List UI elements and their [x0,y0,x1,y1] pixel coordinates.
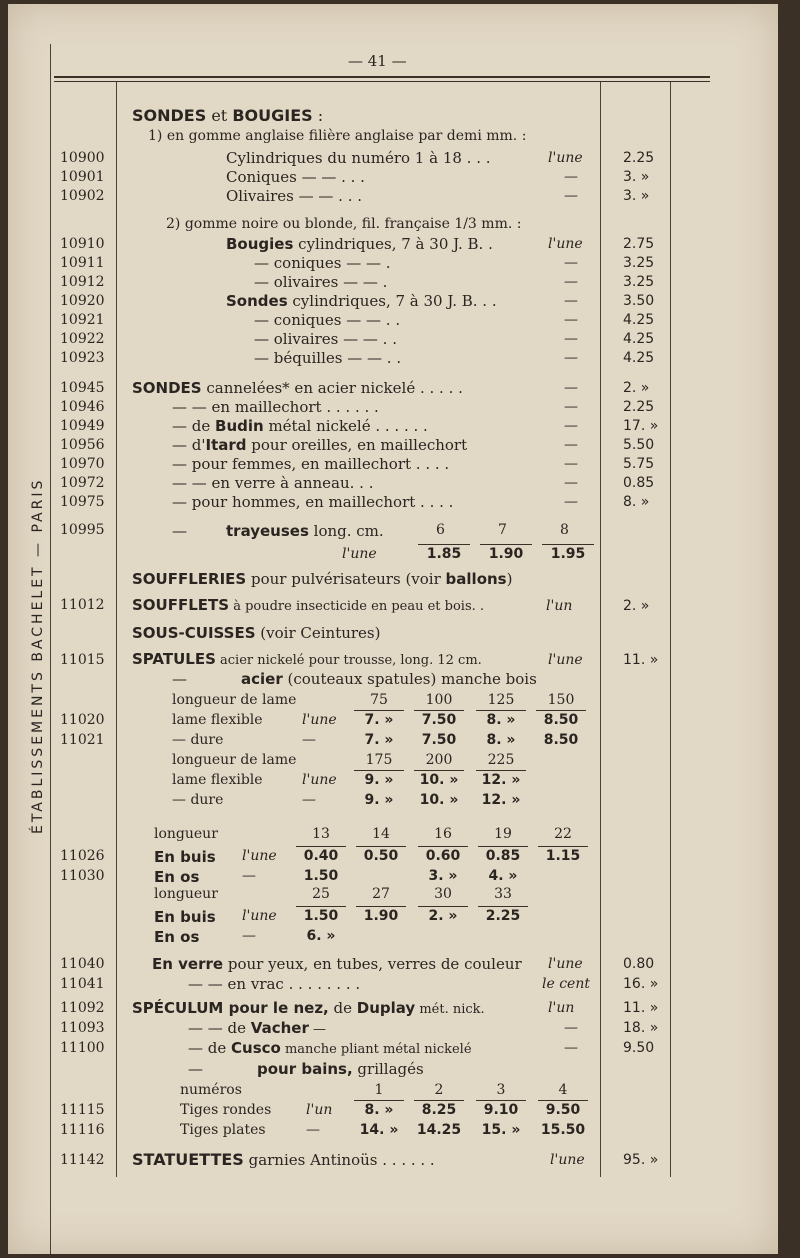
tiges-header-label: numéros [180,1082,242,1098]
trayeuses-unit: l'une [342,546,377,562]
statuettes-text: garnies Antinoüs . . . . . . [243,1151,435,1169]
verre-price: 0.80 [623,956,655,972]
speculum-unit: — [564,1040,578,1056]
tiges-header-value: 3 [496,1082,506,1098]
lame_table1-header-value: 75 [370,692,388,708]
buis_table1-cell: 0.50 [356,846,406,864]
bains-text: grillagés [352,1060,424,1078]
top-rule [54,76,710,78]
item-code: 10956 [60,437,105,453]
bains-line [188,1060,424,1078]
buis_table2-header-value: 33 [494,886,512,902]
tiges-row-label: Tiges plates [180,1122,266,1138]
item-code: 10910 [60,236,105,252]
item-code: 11116 [60,1122,105,1138]
verre-description [152,955,522,973]
item-code: 10901 [60,169,105,185]
item-description [254,330,397,348]
spatules-text: acier nickelé pour trousse, long. 12 cm. [215,653,482,668]
top-rule-thin [54,81,710,82]
item-code: 11142 [60,1152,105,1168]
buis_table1-header-value: 13 [312,826,330,842]
trayeuses-label [226,522,384,540]
item-unit: — [564,350,578,366]
buis_table1-header-value: 19 [494,826,512,842]
buis_table2-row-unit: — [242,928,256,944]
item-code: 11026 [60,848,105,864]
soufflets-line [132,596,484,614]
tiges-header-value: 1 [374,1082,384,1098]
souffleries-bold: SOUFFLERIES [132,570,247,588]
sondes-colon: : [312,106,324,125]
lame_table2-cell: 10. » [414,770,464,788]
speculum-price: 9.50 [623,1040,655,1056]
item-description [226,292,497,310]
sondes-title: SONDES [132,106,207,125]
item-description [132,379,463,397]
verre-text: — — en vrac . . . . . . . . [188,975,361,993]
speculum-bold: SPÉCULUM pour le nez, [132,999,329,1017]
item-bold: Sondes [226,292,288,310]
item-description [172,493,453,511]
item-price: 3. » [623,188,650,204]
tiges-cell: 9.50 [538,1100,588,1118]
item-text2: pour oreilles, en maillechort [246,436,468,454]
item-code: 10945 [60,380,105,396]
lame_table1-row-unit: — [302,732,316,748]
item-description [172,417,428,435]
item-code: 10923 [60,350,105,366]
lame_table2-cell: 9. » [364,792,394,808]
item-description [226,168,365,186]
speculum-bold2: Cusco [231,1039,281,1057]
item-description [172,398,379,416]
lame_table1-cell: 8.50 [543,732,579,748]
item-code: 11092 [60,1000,105,1016]
item-unit: — [564,255,578,271]
item-text: — coniques — — . . [254,311,401,329]
item-text: — olivaires — — . . [254,330,397,348]
item-description [172,436,467,454]
lame_table1-cell: 7. » [354,710,404,728]
item-unit: — [564,475,578,491]
item-unit: — [564,188,578,204]
price-column-divider [600,82,601,1177]
item-text: — pour femmes, en maillechort . . . . [172,455,450,473]
buis_table1-row-label: En os [154,868,200,886]
speculum-unit: l'un [548,1000,575,1016]
item-text: — béquilles — — . . [254,349,402,367]
item-code: 10995 [60,522,105,538]
verre-bold: En verre [152,955,224,973]
lame_table2-header-value: 200 [425,752,453,768]
item-price: 4.25 [623,331,655,347]
sous-cuisses-line [132,624,380,642]
tiges-header-value: 2 [434,1082,444,1098]
trayeuses-price-1: 1.85 [418,544,470,562]
speculum-text: — — de [188,1019,251,1037]
item-unit: l'une [548,150,583,166]
sidebar-publisher: ÉTABLISSEMENTS BACHELET — PARIS [30,477,46,834]
item-code: 11021 [60,732,105,748]
lame_table2-cell: 9. » [354,770,404,788]
item-code: 10902 [60,188,105,204]
tiges-cell: 8.25 [414,1100,464,1118]
item-description [254,254,391,272]
item-text: — d' [172,436,206,454]
item-code: 10946 [60,399,105,415]
code-column-divider [116,82,117,1177]
item-code: 11115 [60,1102,105,1118]
item-price: 2. » [623,380,650,396]
acier-dash: — [172,670,187,688]
item-text: — — en verre à anneau. . . [172,474,374,492]
item-text: Cylindriques du numéro 1 à 18 . . . [226,149,491,167]
left-border [50,44,51,1254]
item-text: cylindriques, 7 à 30 J. B. . . [287,292,497,310]
buis_table2-cell: 1.50 [296,906,346,924]
item-unit: — [564,437,578,453]
buis_table1-header-label: longueur [154,826,218,842]
spatules-bold: SPATULES [132,650,216,668]
buis_table2-row-unit: l'une [242,908,277,924]
item-unit: — [564,456,578,472]
item-description [254,349,401,367]
item-price: 0.85 [623,475,655,491]
verre-price: 16. » [623,976,659,992]
item-text: Coniques — — . . . [226,168,365,186]
acier-bold: acier [241,670,283,688]
verre-unit: le cent [542,976,590,992]
statuettes-price: 95. » [623,1152,659,1168]
speculum-text2: manche pliant métal nickelé [280,1042,472,1057]
item-text: Olivaires — — . . . [226,187,362,205]
buis_table2-row-label: En os [154,928,200,946]
verre-description [188,975,360,993]
souffleries-bold2: ballons [445,570,507,588]
buis_table2-row-label: En buis [154,908,216,926]
item-description [226,235,493,253]
trayeuses-suffix: long. cm. [308,522,384,540]
item-text: — — en maillechort . . . . . . [172,398,379,416]
speculum-text2: mét. nick. [415,1002,485,1017]
buis_table1-cell: 0.40 [296,846,346,864]
item-bold: Bougies [226,235,294,253]
soufflets-text: à poudre insecticide en peau et bois. . [229,599,485,614]
item-price: 17. » [623,418,659,434]
lame_table2-row-label: lame flexible [172,772,263,788]
item-price: 8. » [623,494,650,510]
speculum-text2: — [308,1022,326,1037]
buis_table1-header-value: 14 [372,826,390,842]
item-bold2: Budin [215,417,264,435]
buis_table1-row-label: En buis [154,848,216,866]
right-column-divider [670,82,671,1177]
sous-cuisses-bold: SOUS-CUISSES [132,624,256,642]
item-code: 11093 [60,1020,105,1036]
item-price: 4.25 [623,312,655,328]
speculum-price: 11. » [623,1000,659,1016]
tiges-row-label: Tiges rondes [180,1102,272,1118]
item-code: 10970 [60,456,105,472]
item-description [254,273,387,291]
item-code: 10949 [60,418,105,434]
item-text: — de [172,417,216,435]
speculum-unit: — [564,1020,578,1036]
item-price: 2.75 [623,236,655,252]
item-price: 3.25 [623,274,655,290]
lame_table1-header-value: 125 [487,692,515,708]
lame_table1-header-label: longueur de lame [172,692,297,708]
trayeuses-length-3: 8 [560,522,569,538]
statuettes-line [132,1150,435,1169]
item-price: 4.25 [623,350,655,366]
item-code: 10900 [60,150,105,166]
item-text2: métal nickelé . . . . . . [263,417,428,435]
tiges-cell: 9.10 [476,1100,526,1118]
spatules-line [132,650,482,668]
spatules-unit: l'une [548,652,583,668]
speculum-bold2: Vacher [250,1019,309,1037]
tiges-cell: 15.50 [540,1122,586,1138]
soufflets-price: 2. » [623,598,650,614]
item-text: cannelées* en acier nickelé . . . . . [201,379,463,397]
buis_table1-cell: 1.50 [303,868,339,884]
bains-dash: — [188,1060,203,1078]
speculum-text: de [328,999,357,1017]
lame_table1-cell: 7.50 [421,732,457,748]
buis_table1-header-value: 22 [554,826,572,842]
bains-bold: pour bains, [257,1060,353,1078]
item-code: 11015 [60,652,105,668]
buis_table2-cell: 1.90 [356,906,406,924]
item-code: 10922 [60,331,105,347]
item-code: 10921 [60,312,105,328]
buis_table2-header-value: 27 [372,886,390,902]
speculum-description [188,1019,326,1037]
lame_table1-cell: 8.50 [536,710,586,728]
statuettes-bold: STATUETTES [132,1150,244,1169]
item-code: 10912 [60,274,105,290]
lame_table2-row-label: — dure [172,792,224,808]
item-code: 10972 [60,475,105,491]
item-unit: — [564,169,578,185]
souffleries-text: pour pulvérisateurs (voir [246,570,446,588]
item-code: 10911 [60,255,105,271]
lame_table1-row-label: — dure [172,732,224,748]
lame_table1-row-unit: l'une [302,712,337,728]
speculum-bold2: Duplay [356,999,416,1017]
item-price: 2.25 [623,150,655,166]
lame_table1-cell: 8. » [486,732,516,748]
spatules-price: 11. » [623,652,659,668]
buis_table1-cell: 0.60 [418,846,468,864]
buis_table1-cell: 0.85 [478,846,528,864]
item-unit: — [564,312,578,328]
item-description [172,455,449,473]
item-code: 11012 [60,597,105,613]
souffleries-text2: ) [506,570,513,588]
buis_table2-cell: 2.25 [478,906,528,924]
trayeuses-length-1: 6 [436,522,445,538]
buis_table1-cell: 1.15 [538,846,588,864]
trayeuses-price-3: 1.95 [542,544,594,562]
lame_table2-header-label: longueur de lame [172,752,297,768]
section-1-heading: 1) en gomme anglaise filière anglaise par demi mm. : [148,128,527,144]
item-bold2: Itard [205,436,247,454]
lame_table2-cell: 10. » [419,792,459,808]
sous-cuisses-text: (voir Ceintures) [255,624,381,642]
trayeuses-price-2: 1.90 [480,544,532,562]
speculum-description [132,999,485,1017]
item-code: 11040 [60,956,105,972]
lame_table1-header-value: 150 [547,692,575,708]
tiges-header-value: 4 [558,1082,568,1098]
lame_table2-cell: 12. » [481,792,521,808]
speculum-price: 18. » [623,1020,659,1036]
bougies-title: BOUGIES [232,106,313,125]
section-2-heading: 2) gomme noire ou blonde, fil. française 1/3 mm. : [166,216,522,232]
item-price: 2.25 [623,399,655,415]
item-code: 11100 [60,1040,105,1056]
tiges-cell: 14.25 [416,1122,462,1138]
item-code: 11041 [60,976,105,992]
trayeuses-bold: trayeuses [226,522,309,540]
verre-unit: l'une [548,956,583,972]
buis_table1-cell: 3. » [428,868,458,884]
item-text: — olivaires — — . [254,273,388,291]
item-code: 11020 [60,712,105,728]
item-text: — pour hommes, en maillechort . . . . [172,493,454,511]
lame_table1-row-label: lame flexible [172,712,263,728]
item-description [226,149,491,167]
tiges-cell: 14. » [359,1122,399,1138]
lame_table1-header-value: 100 [425,692,453,708]
item-price: 5.50 [623,437,655,453]
trayeuses-length-2: 7 [498,522,507,538]
item-bold: SONDES [132,379,202,397]
item-code: 10920 [60,293,105,309]
item-unit: — [564,494,578,510]
buis_table1-cell: 4. » [488,868,518,884]
lame_table1-cell: 7. » [364,732,394,748]
lame_table2-row-unit: l'une [302,772,337,788]
item-text: cylindriques, 7 à 30 J. B. . [293,235,493,253]
sondes-conj: et [206,106,233,125]
item-text: — coniques — — . [254,254,391,272]
item-price: 3. » [623,169,650,185]
item-unit: l'une [548,236,583,252]
item-price: 3.25 [623,255,655,271]
item-price: 3.50 [623,293,655,309]
buis_table1-row-unit: l'une [242,848,277,864]
verre-text: pour yeux, en tubes, verres de couleur [223,955,522,973]
item-unit: — [564,331,578,347]
item-unit: — [564,418,578,434]
item-unit: — [564,293,578,309]
buis_table2-header-value: 30 [434,886,452,902]
item-code: 11030 [60,868,105,884]
item-price: 5.75 [623,456,655,472]
acier-text: (couteaux spatules) manche bois [282,670,537,688]
tiges-row-unit: l'un [306,1102,333,1118]
speculum-text: — de [188,1039,232,1057]
item-unit: — [564,399,578,415]
lame_table1-cell: 7.50 [414,710,464,728]
buis_table1-header-value: 16 [434,826,452,842]
soufflets-bold: SOUFFLETS [132,596,230,614]
buis_table2-cell: 6. » [306,928,336,944]
lame_table2-header-value: 175 [365,752,393,768]
item-unit: — [564,274,578,290]
tiges-row-unit: — [306,1122,320,1138]
soufflets-unit: l'un [546,598,573,614]
tiges-cell: 8. » [354,1100,404,1118]
item-unit: — [564,380,578,396]
buis_table1-row-unit: — [242,868,256,884]
buis_table2-header-value: 25 [312,886,330,902]
lame_table2-cell: 12. » [476,770,526,788]
lame_table1-cell: 8. » [476,710,526,728]
speculum-description [188,1039,472,1057]
lame_table2-header-value: 225 [487,752,515,768]
buis_table2-header-label: longueur [154,886,218,902]
souffleries-line [132,570,512,588]
item-description [172,474,373,492]
tiges-cell: 15. » [481,1122,521,1138]
sondes-header [132,106,323,125]
acier-line [172,670,537,688]
page-number: — 41 — [348,52,407,70]
lame_table2-row-unit: — [302,792,316,808]
buis_table2-cell: 2. » [418,906,468,924]
item-code: 10975 [60,494,105,510]
trayeuses-dash: — [172,522,187,540]
item-description [226,187,362,205]
statuettes-unit: l'une [550,1152,585,1168]
catalog-page [8,4,778,1254]
item-description [254,311,400,329]
